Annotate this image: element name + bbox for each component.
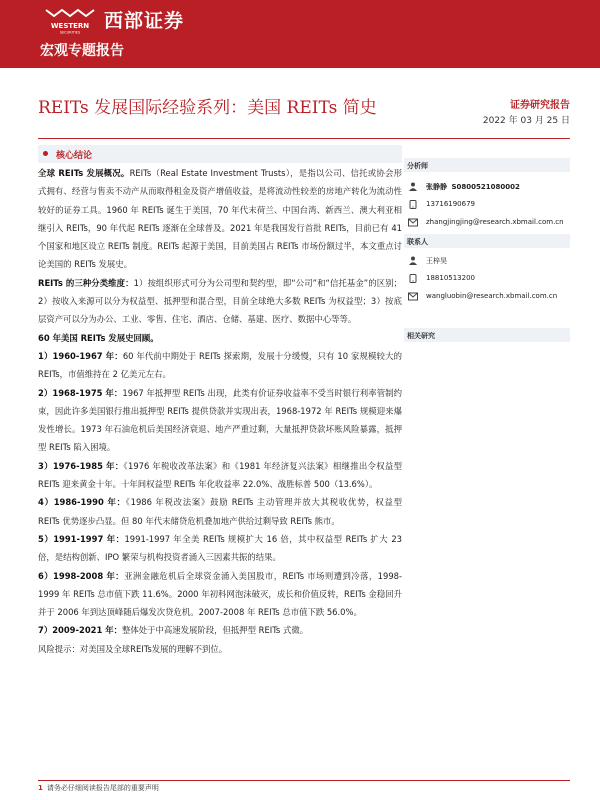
- paragraph-text: REITs（Real Estate Investment Trusts），是指以公司、信托或协会形式拥有、经营与售卖不动产从而取得租金及资产增值收益，是将流动性较差的房地产转化为流动性较好的证券工具。1960 年 REITs 诞生于美国，70 年代末荷兰、中国台湾、新西兰、澳大利亚相继引入 REITs，90 年代起 REITs 逐渐在全球普及。2021 年是我国发行首批 REITs，目前已有 41 个国家和地区设立 REITs 制度。REITs 起源于美国，目前美国占 REITs 市场份额过半，本文重点讨论美国的 REITs 发展史。: [38, 168, 402, 270]
- person-icon: [408, 256, 418, 265]
- paragraph-lead: 60 年美国 REITs 发展史回顾。: [38, 332, 159, 343]
- paragraph-text: 1）按组织形式可分为公司型和契约型，即“公司”和“信托基金”的区别；2）按收入来源可以分为权益型、抵押型和混合型，目前全球绝大多数 REITs 为权益型；3）按底层资产可以分为办公、工业、零售、住宅、酒店、仓储、基建、医疗、数据中心等等。: [38, 277, 402, 325]
- bullet-dot-icon: [43, 151, 48, 156]
- paragraph-lead: REITs 的三种分类维度：: [38, 277, 134, 288]
- svg-text:SECURITIES: SECURITIES: [59, 30, 81, 34]
- person-icon: [408, 182, 418, 191]
- contact-label: 联系人: [407, 238, 428, 246]
- analyst-label: 分析师: [407, 162, 428, 170]
- paragraph-lead: 6）1998-2008 年：: [38, 570, 125, 581]
- paragraph-text: 风险提示：对美国及全球REITs发展的理解不到位。: [38, 643, 228, 654]
- analyst-phone-row: [404, 198, 570, 212]
- page-number: 1: [38, 784, 43, 792]
- paragraph-lead: 3）1976-1985 年：: [38, 460, 124, 471]
- paragraph-lead: 全球 REITs 发展概况。: [38, 168, 130, 178]
- analyst-phone: 13716190679: [426, 200, 475, 208]
- footer-divider: [38, 780, 570, 781]
- paragraph-lead: 7）2009-2021 年：: [38, 625, 122, 636]
- report-title: REITs 发展国际经验系列：美国 REITs 简史: [38, 98, 377, 118]
- paragraph-text: 《1986 年税改法案》鼓励 REITs 主动管理并放大其税收优势，权益型 REITs 优势逐步凸显。但 80 年代末储贷危机叠加地产供给过剩导致 REITs 熊市。: [38, 497, 402, 526]
- paragraph: [38, 567, 402, 622]
- paragraph: [38, 457, 402, 494]
- svg-text:WESTERN: WESTERN: [50, 22, 90, 30]
- footer: [38, 783, 159, 793]
- email-icon: [408, 292, 418, 301]
- contact-phone: 18810513200: [426, 274, 475, 282]
- main-body: [38, 164, 402, 658]
- paragraph-text: 60 年代前中期处于 REITs 探索期，发展十分缓慢，只有 10 家规模较大的 REITs，市值维持在 2 亿美元左右。: [38, 350, 403, 380]
- header-band: [0, 0, 600, 68]
- paragraph: [38, 164, 402, 274]
- paragraph: [38, 347, 402, 384]
- core-section-header: [38, 145, 402, 163]
- paragraph-text: 亚洲金融危机后全球资金涌入美国股市，REITs 市场则遭到冷落，1998-1999 年 REITs 总市值下跌 11.6%。2000 年初科网泡沫破灭，成长和价值反转，REITs 金稳回升并于 2006 年到达顶峰随后爆发次贷危机。2007-2008 年 REITs 总市值下跌 56.0%。: [38, 570, 402, 618]
- paragraph-text: 整体处于中高速发展阶段，但抵押型 REITs 式微。: [121, 625, 309, 636]
- related-label: 相关研究: [407, 332, 435, 340]
- paragraph-lead: 4）1986-1990 年：: [38, 497, 126, 508]
- paragraph-lead: 5）1991-1997 年：: [38, 533, 125, 544]
- core-section-label: 核心结论: [56, 151, 93, 161]
- report-type: 宏观专题报告: [40, 43, 124, 59]
- contact-name: 王梓昊: [426, 257, 447, 265]
- paragraph-text: 1967 年抵押型 REITs 出现，此类有价证券收益率不受当时银行利率管制约束，因此许多美国银行推出抵押型 REITs 提供贷款并实现出表，1968-1972 年 REITs 规模迎来爆发性增长。1973 年石油危机后美国经济衰退、地产严重过剩，大量抵押贷款坏账风险暴露，抵押型 REITs 陷入困境。: [38, 387, 402, 453]
- paragraph: [38, 274, 402, 329]
- analyst-id: S0800521080002: [451, 183, 520, 191]
- paragraph-text: 1991-1997 年全美 REITs 规模扩大 16 倍，其中权益型 REITs 扩大 23 倍，是结构创新、IPO 繁荣与机构投资者涌入三因素共振的结果。: [38, 533, 402, 563]
- email-icon: [408, 218, 418, 227]
- analyst-section-header: [404, 158, 570, 172]
- contact-phone-row: [404, 272, 570, 286]
- footer-disclaimer: 请务必仔细阅读报告尾部的重要声明: [46, 784, 159, 792]
- analyst-name: 张静静: [426, 183, 447, 191]
- related-section-header: [404, 328, 570, 342]
- analyst-name-row: [404, 180, 570, 194]
- contact-email-row: [404, 290, 570, 304]
- paragraph-text: 《1976 年税收改革法案》和《1981 年经济复兴法案》相继推出令权益型 REITs 迎来黄金十年。十年间权益型 REITs 年化收益率 22.0%、战胜标普 500（13.6%）。: [38, 460, 402, 490]
- risk-warning: [38, 640, 402, 658]
- paragraph: [38, 493, 402, 530]
- analyst-email-row: [404, 216, 570, 230]
- report-category: 证券研究报告: [510, 100, 570, 111]
- analyst-email[interactable]: zhangjingjing@research.xbmail.com.cn: [426, 218, 564, 226]
- analyst-name-id: [426, 182, 520, 192]
- phone-icon: [408, 274, 418, 283]
- paragraph: [38, 384, 402, 457]
- paragraph: [38, 621, 402, 639]
- paragraph: [38, 329, 402, 347]
- brand-name: 西部证券: [104, 10, 185, 32]
- western-logo-icon: [40, 8, 100, 34]
- paragraph: [38, 530, 402, 567]
- phone-icon: [408, 200, 418, 209]
- contact-name-row: [404, 254, 570, 268]
- paragraph-lead: 1）1960-1967 年：: [38, 350, 123, 361]
- contact-section-header: [404, 234, 570, 248]
- contact-email[interactable]: wangluobin@research.xbmail.com.cn: [426, 292, 558, 300]
- report-date: 2022 年 03 月 25 日: [482, 116, 570, 126]
- paragraph-lead: 2）1968-1975 年：: [38, 387, 123, 398]
- title-divider: [38, 138, 570, 139]
